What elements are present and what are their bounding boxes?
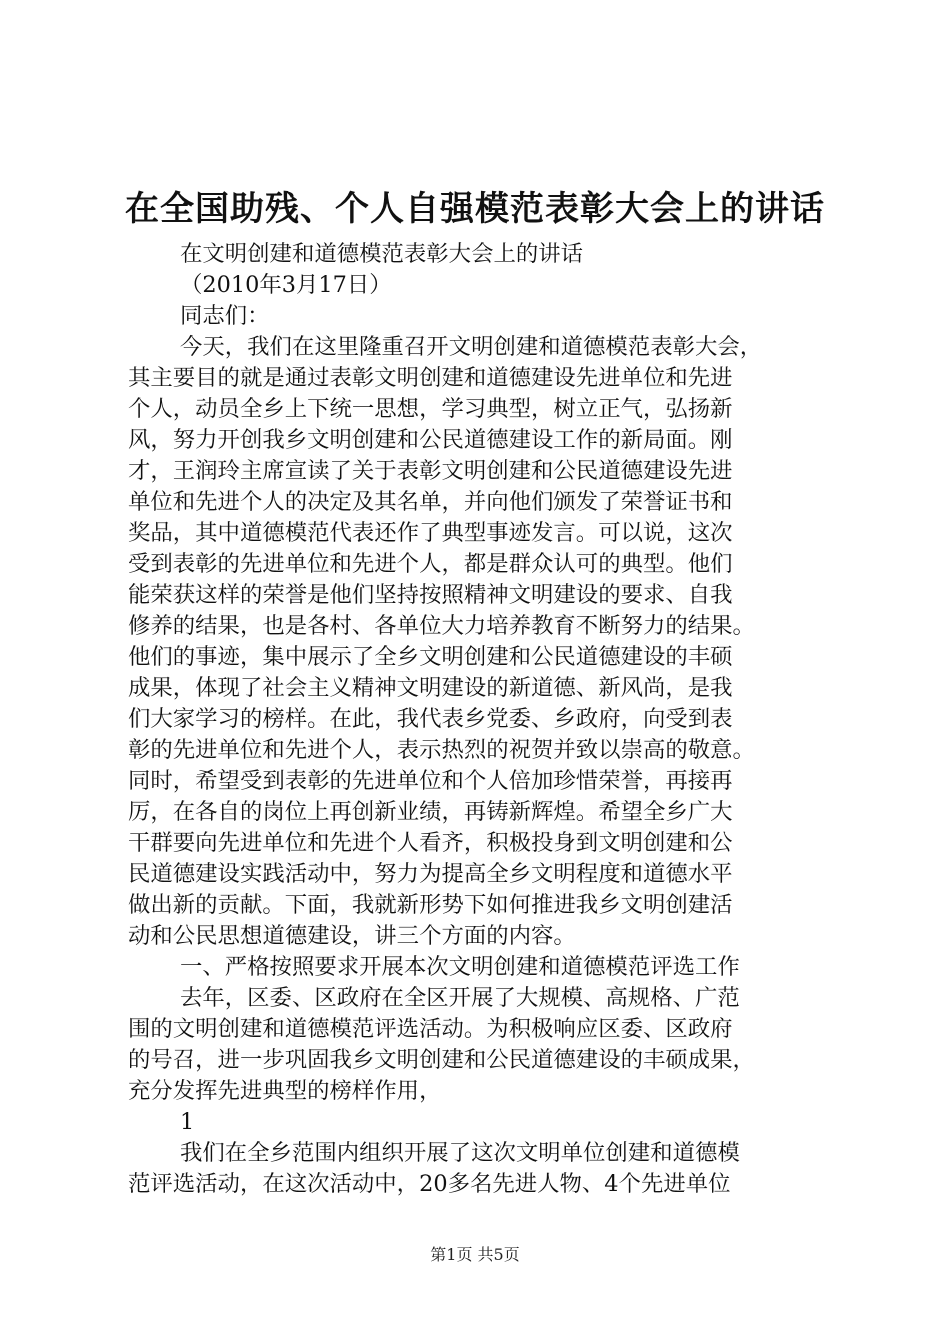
subtitle-line: 在文明创建和道德模范表彰大会上的讲话	[180, 241, 584, 267]
body-line: 充分发挥先进典型的榜样作用，	[128, 1078, 442, 1104]
document-title: 在全国助残、个人自强模范表彰大会上的讲话	[125, 189, 825, 229]
inline-page-number: 1	[180, 1109, 195, 1135]
body-line: 范评选活动，在这次活动中，20多名先进人物、4个先进单位	[128, 1171, 731, 1197]
salutation-line: 同志们：	[180, 303, 270, 329]
date-line: （2010年3月17日）	[180, 272, 392, 298]
body-line: 奖品，其中道德模范代表还作了典型事迹发言。可以说，这次	[128, 520, 733, 546]
body-line: 才，王润玲主席宣读了关于表彰文明创建和公民道德建设先进	[128, 458, 733, 484]
body-line: 同时，希望受到表彰的先进单位和个人倍加珍惜荣誉，再接再	[128, 768, 733, 794]
body-line: 个人，动员全乡上下统一思想，学习典型，树立正气，弘扬新	[128, 396, 733, 422]
body-line: 其主要目的就是通过表彰文明创建和道德建设先进单位和先进	[128, 365, 733, 391]
body-line: 干群要向先进单位和先进个人看齐，积极投身到文明创建和公	[128, 830, 733, 856]
body-line: 风，努力开创我乡文明创建和公民道德建设工作的新局面。刚	[128, 427, 733, 453]
body-line: 他们的事迹，集中展示了全乡文明创建和公民道德建设的丰硕	[128, 644, 733, 670]
body-line: 民道德建设实践活动中，努力为提高全乡文明程度和道德水平	[128, 861, 733, 887]
body-line: 动和公民思想道德建设，讲三个方面的内容。	[128, 923, 576, 949]
body-line: 去年，区委、区政府在全区开展了大规模、高规格、广范	[180, 985, 740, 1011]
body-line: 彰的先进单位和先进个人，表示热烈的祝贺并致以崇高的敬意。	[128, 737, 755, 763]
body-line: 们大家学习的榜样。在此，我代表乡党委、乡政府，向受到表	[128, 706, 733, 732]
body-line: 的号召，进一步巩固我乡文明创建和公民道德建设的丰硕成果，	[128, 1047, 755, 1073]
body-line: 单位和先进个人的决定及其名单，并向他们颁发了荣誉证书和	[128, 489, 733, 515]
body-line: 做出新的贡献。下面，我就新形势下如何推进我乡文明创建活	[128, 892, 733, 918]
body-line: 修养的结果，也是各村、各单位大力培养教育不断努力的结果。	[128, 613, 755, 639]
body-line: 成果，体现了社会主义精神文明建设的新道德、新风尚，是我	[128, 675, 733, 701]
body-line: 厉，在各自的岗位上再创新业绩，再铸新辉煌。希望全乡广大	[128, 799, 733, 825]
body-line: 今天，我们在这里隆重召开文明创建和道德模范表彰大会，	[180, 334, 763, 360]
section-heading: 一、严格按照要求开展本次文明创建和道德模范评选工作	[180, 954, 740, 980]
body-line: 我们在全乡范围内组织开展了这次文明单位创建和道德模	[180, 1140, 740, 1166]
page-footer: 第1页 共5页	[430, 1245, 520, 1264]
body-line: 能荣获这样的荣誉是他们坚持按照精神文明建设的要求、自我	[128, 582, 733, 608]
body-line: 围的文明创建和道德模范评选活动。为积极响应区委、区政府	[128, 1016, 733, 1042]
body-line: 受到表彰的先进单位和先进个人，都是群众认可的典型。他们	[128, 551, 733, 577]
